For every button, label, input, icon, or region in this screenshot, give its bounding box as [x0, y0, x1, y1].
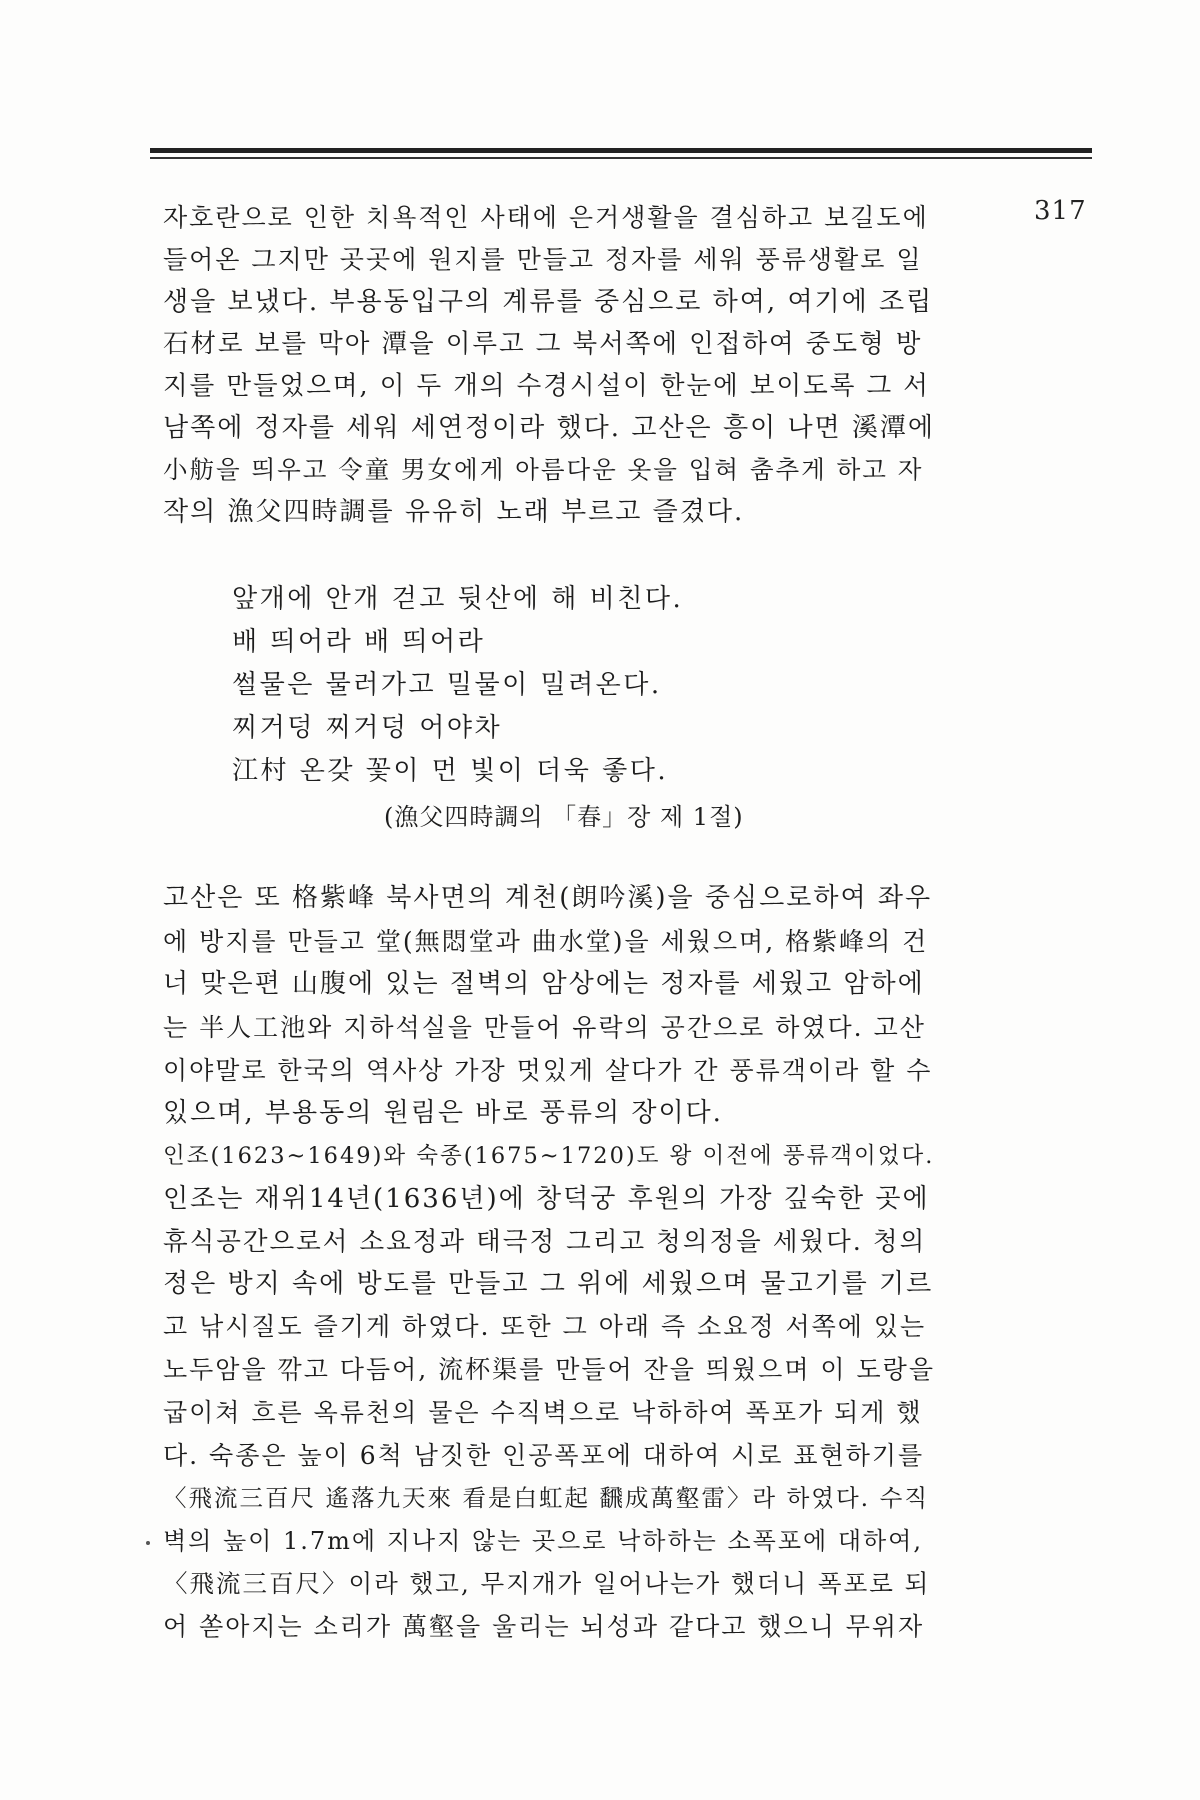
- text-line: 는 半人工池와 지하석실을 만들어 유락의 공간으로 하였다. 고산: [163, 1013, 926, 1042]
- text-line: 노두암을 깎고 다듬어, 流杯渠를 만들어 잔을 띄웠으며 이 도랑을: [163, 1354, 935, 1384]
- text-line: 정은 방지 속에 방도를 만들고 그 위에 세웠으며 물고기를 기르: [163, 1269, 934, 1300]
- paragraph-1: [163, 197, 935, 533]
- text-line: 들어온 그지만 곳곳에 원지를 만들고 정자를 세워 풍류생활로 일: [163, 245, 923, 274]
- poem-line: 江村 온갖 꽃이 먼 빛이 더욱 좋다.: [232, 756, 669, 786]
- poem-line: 썰물은 물러가고 밀물이 밀려온다.: [232, 670, 662, 700]
- text-line: 〈飛流三百尺〉이라 했고, 무지개가 일어나는가 했더니 폭포로 되: [163, 1568, 931, 1598]
- text-line: 작의 漁父四時調를 유유히 노래 부르고 즐겼다.: [163, 497, 745, 527]
- text-line: 〈飛流三百尺 遙落九天來 看是白虹起 飜成萬壑雷〉라 하였다. 수직: [163, 1484, 930, 1513]
- paragraph-2: [163, 877, 935, 1135]
- header-rule-thick: [150, 148, 1092, 153]
- text-line: 지를 만들었으며, 이 두 개의 수경시설이 한눈에 보이도록 그 서: [163, 371, 930, 401]
- text-line: 다. 숙종은 높이 6척 남짓한 인공폭포에 대하여 시로 표현하기를: [163, 1440, 925, 1470]
- text-line: 에 방지를 만들고 堂(無悶堂과 曲水堂)을 세웠으며, 格紫峰의 건: [163, 927, 929, 956]
- text-line: 고산은 또 格紫峰 북사면의 계천(朗吟溪)을 중심으로하여 좌우: [163, 883, 933, 913]
- text-line: 휴식공간으로서 소요정과 태극정 그리고 청의정을 세웠다. 청의: [163, 1226, 927, 1257]
- scan-speck: [146, 1541, 150, 1545]
- text-line: 있으며, 부용동의 원림은 바로 풍류의 장이다.: [163, 1098, 723, 1128]
- page-number: 317: [1034, 196, 1087, 226]
- text-line: 인조는 재위14년(1636년)에 창덕궁 후원의 가장 깊숙한 곳에: [163, 1183, 930, 1214]
- poem-caption: (漁父四時調의 「春」장 제 1절): [384, 803, 744, 831]
- poem-line: 찌거덩 찌거덩 어야차: [232, 713, 503, 743]
- text-line: 이야말로 한국의 역사상 가장 멋있게 살다가 간 풍류객이라 할 수: [163, 1056, 933, 1085]
- poem-line: 배 띄어라 배 띄어라: [232, 627, 486, 657]
- text-line: 고 낚시질도 즐기게 하였다. 또한 그 아래 즉 소요정 서쪽에 있는: [163, 1312, 927, 1342]
- text-line: 너 맞은편 山腹에 있는 절벽의 암상에는 정자를 세웠고 암하에: [163, 969, 925, 999]
- text-line: 굽이쳐 흐른 옥류천의 물은 수직벽으로 낙하하여 폭포가 되게 했: [163, 1397, 923, 1427]
- text-line: 남쪽에 정자를 세워 세연정이라 했다. 고산은 흥이 나면 溪潭에: [163, 413, 936, 443]
- text-line: 小舫을 띄우고 令童 男女에게 아름다운 옷을 입혀 춤추게 하고 자: [163, 455, 924, 484]
- text-line: 벽의 높이 1.7m에 지나지 않는 곳으로 낙하하는 소폭포에 대하여,: [163, 1527, 924, 1556]
- text-line: 石材로 보를 막아 潭을 이루고 그 북서쪽에 인접하여 중도형 방: [163, 329, 923, 359]
- header-rule-thin: [150, 157, 1092, 159]
- paragraph-3: [163, 1135, 935, 1649]
- text-line: 생을 보냈다. 부용동입구의 계류를 중심으로 하여, 여기에 조립: [163, 287, 934, 317]
- poem-line: 앞개에 안개 걷고 뒷산에 해 비친다.: [232, 584, 684, 614]
- text-line: 인조(1623~1649)와 숙종(1675~1720)도 왕 이전에 풍류객이었다.: [163, 1143, 935, 1169]
- text-line: 어 쏟아지는 소리가 萬壑을 울리는 뇌성과 같다고 했으니 무위자: [163, 1611, 925, 1641]
- poem-block: [232, 578, 1004, 793]
- text-line: 자호란으로 인한 치욕적인 사태에 은거생활을 결심하고 보길도에: [163, 203, 929, 232]
